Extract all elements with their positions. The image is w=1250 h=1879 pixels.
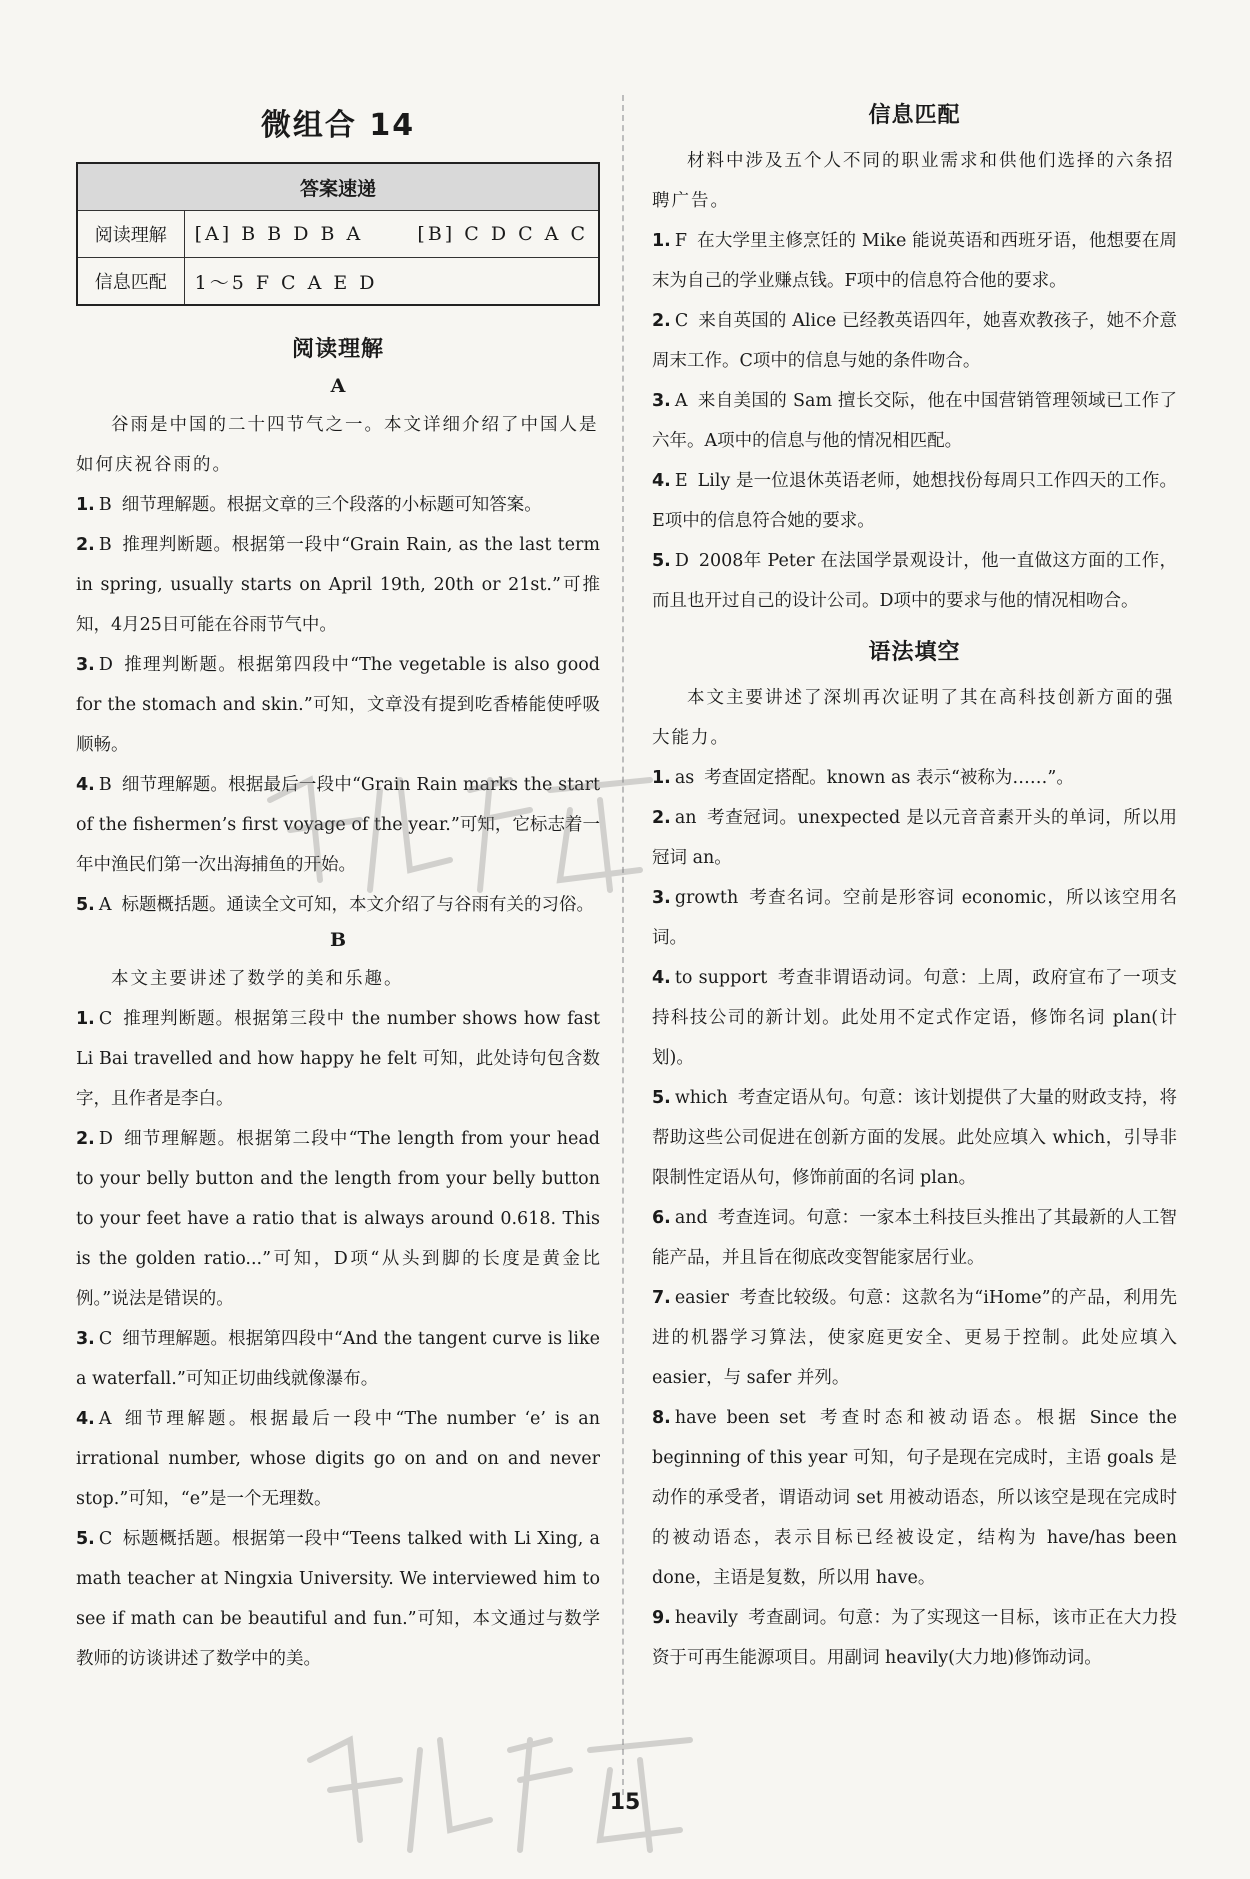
row-value: 1～5 F C A E D bbox=[184, 258, 599, 306]
left-column bbox=[76, 90, 600, 1679]
list-item: 2. C 来自英国的 Alice 已经教英语四年，她喜欢教孩子，她不介意周末工作。C项中的信息与她的条件吻合。 bbox=[652, 311, 1177, 371]
list-item: 4. B 细节理解题。根据最后一段中“Grain Rain marks the start of the fishermen’s first voyage of the year.”可知，它标志着一年中渔民们第一次出海捕鱼的开始。 bbox=[76, 775, 600, 875]
passage-b-intro: 本文主要讲述了数学的美和乐趣。 bbox=[111, 969, 404, 989]
list-item: 3. A 来自美国的 Sam 擅长交际，他在中国营销管理领域已工作了六年。A项中的信息与他的情况相匹配。 bbox=[652, 391, 1177, 451]
list-item: 2. D 细节理解题。根据第二段中“The length from your head to your belly button and the length from your belly button to your feet have a ratio that is always around 0.618. This is the golden ratio...”可知，D项“从头到脚的长度是黄金比例。”说法是错误的。 bbox=[76, 1129, 600, 1309]
list-item: 9. heavily 考查副词。句意：为了实现这一目标，该市正在大力投资于可再生能源项目。用副词 heavily(大力地)修饰动词。 bbox=[652, 1608, 1177, 1668]
list-item: 5. C 标题概括题。根据第一段中“Teens talked with Li Xing, a math teacher at Ningxia University. We interviewed him to see if math can be beautiful and fun.”可知，本文通过与数学教师的访谈讲述了数学中的美。 bbox=[76, 1529, 600, 1669]
list-item: 1. F 在大学里主修烹饪的 Mike 能说英语和西班牙语，他想要在周末为自己的学业赚点钱。F项中的信息符合他的要求。 bbox=[652, 231, 1177, 291]
section-title-reading: 阅读理解 bbox=[291, 337, 384, 362]
right-column bbox=[652, 90, 1177, 1678]
row-label: 阅读理解 bbox=[77, 211, 184, 258]
list-item: 3. D 推理判断题。根据第四段中“The vegetable is also good for the stomach and skin.”可知，文章没有提到吃香椿能使呼吸顺畅。 bbox=[76, 655, 600, 755]
list-item: 5. D 2008年 Peter 在法国学景观设计，他一直做这方面的工作，而且也开过自己的设计公司。D项中的要求与他的情况相吻合。 bbox=[652, 551, 1177, 611]
matching-intro: 材料中涉及五个人不同的职业需求和供他们选择的六条招聘广告。 bbox=[652, 151, 1175, 211]
list-item: 1. as 考查固定搭配。known as 表示“被称为……”。 bbox=[652, 768, 1074, 788]
table-row bbox=[77, 211, 599, 258]
list-item: 8. have been set 考查时态和被动语态。根据 Since the beginning of this year 可知，句子是现在完成时，主语 goals 是动作的承受者，谓语动词 set 用被动语态，所以该空是现在完成时的被动语态，表示目标已经被设定，结构为 have/has been done，主语是复数，所以用 have。 bbox=[652, 1408, 1177, 1588]
list-item: 3. growth 考查名词。空前是形容词 economic，所以该空用名词。 bbox=[652, 888, 1177, 948]
row-label: 信息匹配 bbox=[77, 258, 184, 306]
page-title: 微组合 14 bbox=[260, 108, 416, 143]
grammar-intro: 本文主要讲述了深圳再次证明了其在高科技创新方面的强大能力。 bbox=[652, 688, 1175, 748]
list-item: 2. an 考查冠词。unexpected 是以元音音素开头的单词，所以用冠词 an。 bbox=[652, 808, 1177, 868]
section-title-matching: 信息匹配 bbox=[868, 103, 961, 128]
list-item: 3. C 细节理解题。根据第四段中“And the tangent curve is like a waterfall.”可知正切曲线就像瀑布。 bbox=[76, 1329, 600, 1389]
page-number: 15 bbox=[609, 1790, 641, 1815]
passage-label-b: B bbox=[329, 929, 347, 951]
answer-table-header: 答案速递 bbox=[77, 163, 599, 211]
list-item: 1. B 细节理解题。根据文章的三个段落的小标题可知答案。 bbox=[76, 495, 542, 515]
list-item: 4. A 细节理解题。根据最后一段中“The number ‘e’ is an irrational number, whose digits go on and on and never stop.”可知，“e”是一个无理数。 bbox=[76, 1409, 600, 1509]
list-item: 2. B 推理判断题。根据第一段中“Grain Rain, as the last term in spring, usually starts on April 19th, 20th or 21st.”可推知，4月25日可能在谷雨节气中。 bbox=[76, 535, 600, 635]
passage-label-a: A bbox=[330, 375, 346, 397]
row-value: [A] B B D B A [B] C D C A C bbox=[184, 211, 599, 258]
table-row bbox=[77, 258, 599, 306]
list-item: 6. and 考查连词。句意：一家本土科技巨头推出了其最新的人工智能产品，并且旨在彻底改变智能家居行业。 bbox=[652, 1208, 1177, 1268]
list-item: 1. C 推理判断题。根据第三段中 the number shows how fast Li Bai travelled and how happy he felt 可知，此处诗句包含数字，且作者是李白。 bbox=[76, 1009, 600, 1109]
answer-table bbox=[76, 162, 600, 306]
passage-a-intro: 谷雨是中国的二十四节气之一。本文详细介绍了中国人是如何庆祝谷雨的。 bbox=[76, 415, 599, 475]
list-item: 4. E Lily 是一位退休英语老师，她想找份每周只工作四天的工作。E项中的信息符合她的要求。 bbox=[652, 471, 1177, 531]
list-item: 4. to support 考查非谓语动词。句意：上周，政府宣布了一项支持科技公司的新计划。此处用不定式作定语，修饰名词 plan(计划)。 bbox=[652, 968, 1177, 1068]
list-item: 5. which 考查定语从句。句意：该计划提供了大量的财政支持，将帮助这些公司促进在创新方面的发展。此处应填入 which，引导非限制性定语从句，修饰前面的名词 plan。 bbox=[652, 1088, 1177, 1188]
column-divider bbox=[622, 95, 624, 1795]
section-title-grammar: 语法填空 bbox=[868, 640, 961, 665]
list-item: 5. A 标题概括题。通读全文可知，本文介绍了与谷雨有关的习俗。 bbox=[76, 895, 594, 915]
list-item: 7. easier 考查比较级。句意：这款名为“iHome”的产品，利用先进的机器学习算法，使家庭更安全、更易于控制。此处应填入 easier，与 safer 并列。 bbox=[652, 1288, 1177, 1388]
